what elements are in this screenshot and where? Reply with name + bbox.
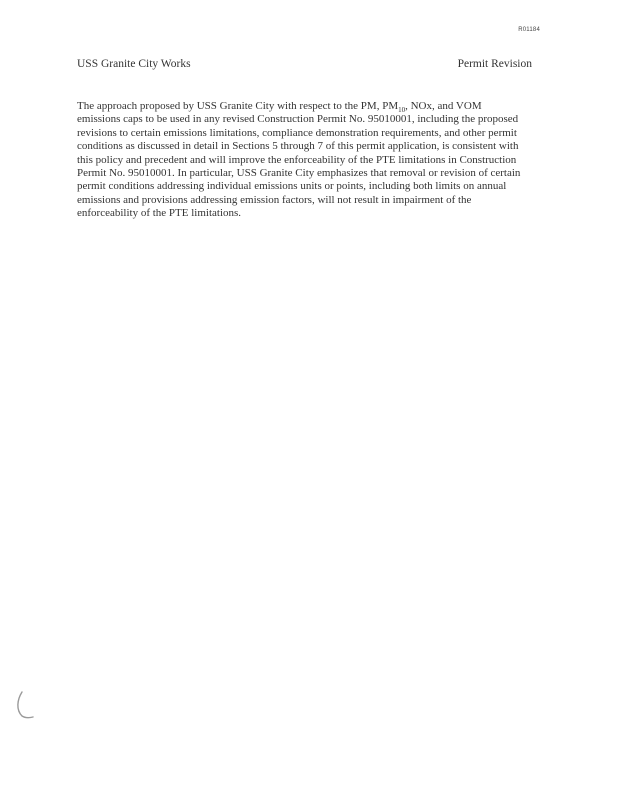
paragraph-text-part-2: , NOx, and VOM emissions caps to be used in any revised Construction Permit No. 95010001, including the proposed revisions to certain emissions limitations, compliance demonstration requirements, and other permit conditions as discussed in detail in Sections 5 through 7 of this permit application, is consistent with this policy and precedent and will improve the enforceability of the PTE limitations in Construction Permit No. 95010001. In particular, USS Granite City emphasizes that removal or revision of certain permit conditions addressing individual emissions units or points, including both limits on annual emissions and provisions addressing emission factors, will not result in impairment of the enforceability of the PTE limitations. xyxy=(77,100,521,220)
pm-subscript: 10 xyxy=(398,106,406,115)
header-document-type: Permit Revision xyxy=(457,58,532,70)
page-identifier: R01184 xyxy=(518,27,540,33)
paragraph-text-part-1: The approach proposed by USS Granite City with respect to the PM, PM xyxy=(77,100,399,112)
scan-binder-mark-icon xyxy=(14,690,36,720)
body-paragraph xyxy=(77,100,527,221)
header-company-name: USS Granite City Works xyxy=(77,58,191,70)
